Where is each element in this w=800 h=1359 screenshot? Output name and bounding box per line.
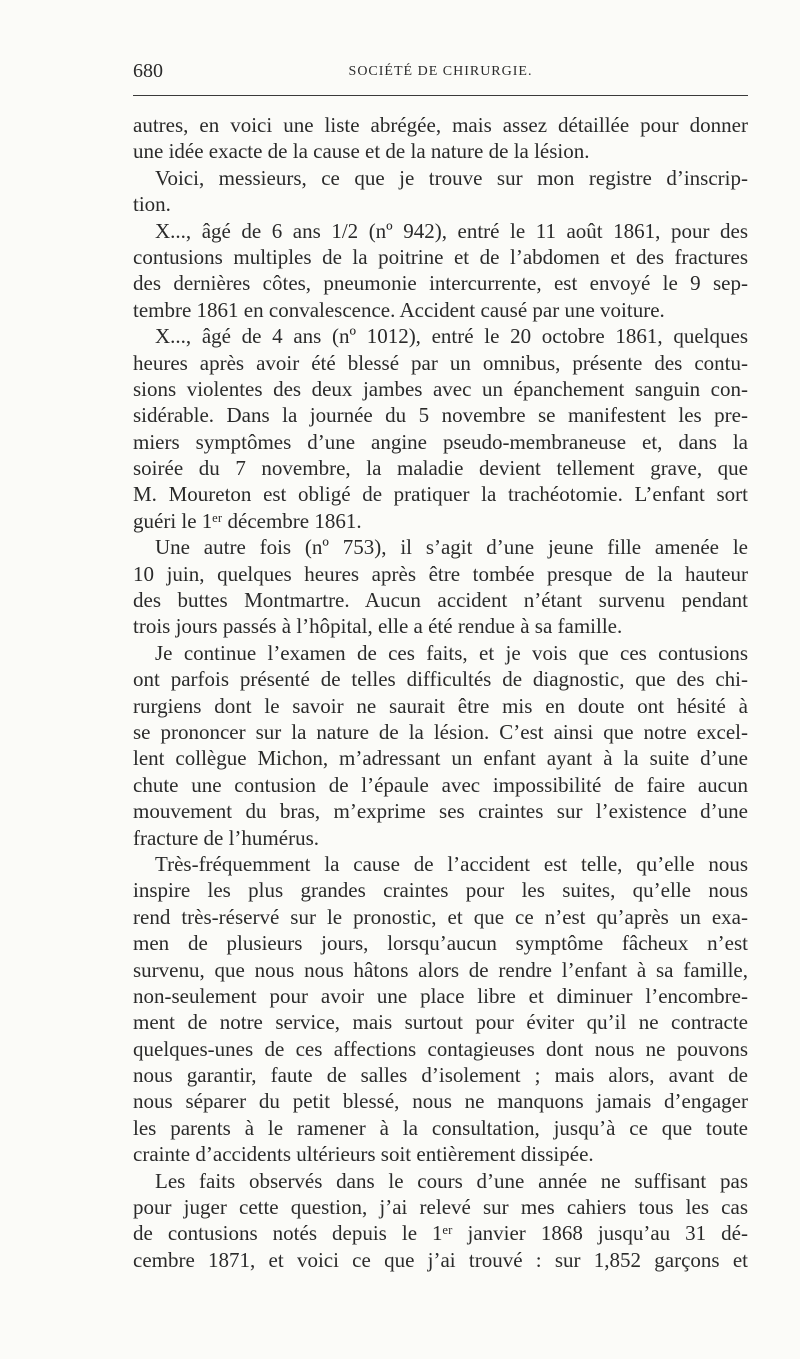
text-line: des dernières côtes, pneumonie intercurrente, est envoyé le 9 sep- xyxy=(133,271,748,296)
text-line: se prononcer sur la nature de la lésion. C’est ainsi que notre excel- xyxy=(133,719,748,744)
text-line: Je continue l’examen de ces faits, et je vois que ces contusions xyxy=(155,640,748,665)
text-line: 10 juin, quelques heures après être tombée presque de la hauteur xyxy=(133,561,748,586)
text-line: tion. xyxy=(133,192,171,217)
text-line: trois jours passés à l’hôpital, elle a été rendue à sa famille. xyxy=(133,614,623,639)
text-line: Voici, messieurs, ce que je trouve sur mon registre d’inscrip- xyxy=(155,165,748,190)
text-line: heures après avoir été blessé par un omnibus, présente des contu- xyxy=(133,350,748,375)
text-line: X..., âgé de 4 ans (nº 1012), entré le 20 octobre 1861, quelques xyxy=(155,324,748,349)
page-number: 680 xyxy=(133,60,163,82)
text-line: pour juger cette question, j’ai relevé sur mes cahiers tous les cas xyxy=(133,1195,748,1220)
header-rule xyxy=(133,95,748,96)
text-line: non-seulement pour avoir une place libre et diminuer l’encombre- xyxy=(133,983,748,1008)
text-line: Une autre fois (nº 753), il s’agit d’une jeune fille amenée le xyxy=(155,535,748,560)
text-line: contusions multiples de la poitrine et de l’abdomen et des fractures xyxy=(133,244,748,269)
text-line: miers symptômes d’une angine pseudo-membraneuse et, dans la xyxy=(133,429,748,454)
text-line: Très-fréquemment la cause de l’accident est telle, qu’elle nous xyxy=(155,851,748,876)
text-line: lent collègue Michon, m’adressant un enfant ayant à la suite d’une xyxy=(133,746,748,771)
text-line: de contusions notés depuis le 1ᵉʳ janvier 1868 jusqu’au 31 dé- xyxy=(133,1221,748,1246)
body-text xyxy=(133,112,748,1273)
text-line: cembre 1871, et voici ce que j’ai trouvé : sur 1,852 garçons et xyxy=(133,1247,748,1272)
text-line: ont parfois présenté de telles difficultés de diagnostic, que des chi- xyxy=(133,667,748,692)
text-line: chute une contusion de l’épaule avec impossibilité de faire aucun xyxy=(133,772,748,797)
text-line: X..., âgé de 6 ans 1/2 (nº 942), entré le 11 août 1861, pour des xyxy=(155,218,748,243)
text-line: soirée du 7 novembre, la maladie devient tellement grave, que xyxy=(133,456,748,481)
text-line: inspire les plus grandes craintes pour les suites, qu’elle nous xyxy=(133,878,748,903)
text-line: fracture de l’humérus. xyxy=(133,825,319,850)
text-line: rend très-réservé sur le pronostic, et que ce n’est qu’après un exa- xyxy=(133,904,748,929)
text-line: des buttes Montmartre. Aucun accident n’étant survenu pendant xyxy=(133,588,748,613)
page-header xyxy=(133,60,748,88)
text-line: guéri le 1ᵉʳ décembre 1861. xyxy=(133,508,362,533)
text-line: quelques-unes de ces affections contagieuses dont nous ne pouvons xyxy=(133,1036,748,1061)
text-line: survenu, que nous nous hâtons alors de rendre l’enfant à sa famille, xyxy=(133,957,748,982)
text-line: crainte d’accidents ultérieurs soit entièrement dissipée. xyxy=(133,1142,594,1167)
text-line: sidérable. Dans la journée du 5 novembre se manifestent les pre- xyxy=(133,403,748,428)
text-line: sions violentes des deux jambes avec un épanchement sanguin con- xyxy=(133,376,748,401)
text-line: une idée exacte de la cause et de la nature de la lésion. xyxy=(133,139,590,164)
text-line: mouvement du bras, m’exprime ses craintes sur l’existence d’une xyxy=(133,799,748,824)
text-line: M. Moureton est obligé de pratiquer la trachéotomie. L’enfant sort xyxy=(133,482,748,507)
text-line: nous garantir, faute de salles d’isolement ; mais alors, avant de xyxy=(133,1063,748,1088)
running-head: SOCIÉTÉ DE CHIRURGIE. xyxy=(348,64,533,79)
text-line: men de plusieurs jours, lorsqu’aucun symptôme fâcheux n’est xyxy=(133,931,748,956)
text-line: tembre 1861 en convalescence. Accident causé par une voiture. xyxy=(133,297,665,322)
text-line: nous séparer du petit blessé, nous ne manquons jamais d’engager xyxy=(133,1089,748,1114)
text-line: autres, en voici une liste abrégée, mais assez détaillée pour donner xyxy=(133,113,748,137)
text-line: ment de notre service, mais surtout pour éviter qu’il ne contracte xyxy=(133,1010,748,1035)
text-line: Les faits observés dans le cours d’une année ne suffisant pas xyxy=(155,1168,748,1193)
text-line: rurgiens dont le savoir ne saurait être mis en doute ont hésité à xyxy=(133,693,748,718)
text-line: les parents à le ramener à la consultation, jusqu’à ce que toute xyxy=(133,1115,748,1140)
